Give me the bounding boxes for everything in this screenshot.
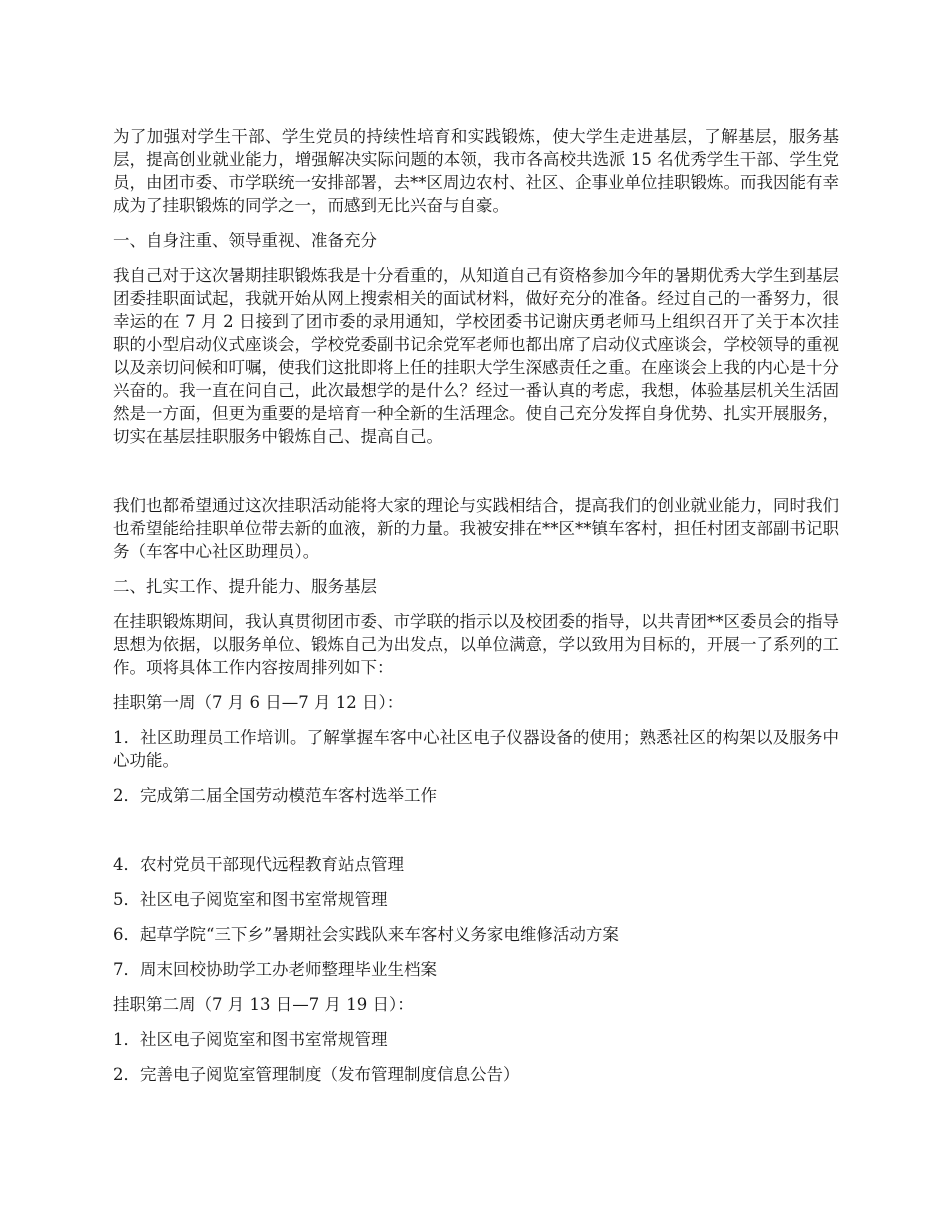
list-item: 1．社区助理员工作培训。了解掌握车客中心社区电子仪器设备的使用；熟悉社区的构架以及服务中心功能。 <box>113 728 839 770</box>
intro-paragraph: 为了加强对学生干部、学生党员的持续性培育和实践锻炼，使大学生走进基层，了解基层，服务基层，提高创业就业能力，增强解决实际问题的本领，我市各高校共选派 15 名优秀学生干部、学生党员，由团市委、市学联统一安排部署，去**区周边农村、社区、企事业单位挂职锻炼。而我因能有幸成为了挂职锻炼的同学之一，而感到无比兴奋与自豪。 <box>113 127 839 215</box>
list-item: 5．社区电子阅览室和图书室常规管理 <box>113 890 388 909</box>
list-item: 2．完成第二届全国劳动模范车客村选举工作 <box>113 786 437 805</box>
list-item: 1．社区电子阅览室和图书室常规管理 <box>113 1030 388 1049</box>
body-paragraph-work: 在挂职锻炼期间，我认真贯彻团市委、市学联的指示以及校团委的指导，以共青团**区委员会的指导思想为依据，以服务单位、锻炼自己为出发点，以单位满意，学以致用为目标的，开展一了系列的工作。项将具体工作内容按周排列如下： <box>113 612 839 677</box>
week-1-heading: 挂职第一周（7 月 6 日—7 月 12 日）： <box>113 693 404 712</box>
list-item: 7．周末回校协助学工办老师整理毕业生档案 <box>113 960 437 979</box>
body-paragraph-assignment: 我们也都希望通过这次挂职活动能将大家的理论与实践相结合，提高我们的创业就业能力，同时我们也希望能给挂职单位带去新的血液，新的力量。我被安排在**区**镇车客村，担任村团支部副书记职务（车客中心社区助理员）。 <box>113 496 839 561</box>
section-heading-2: 二、扎实工作、提升能力、服务基层 <box>113 577 377 596</box>
list-item: 4．农村党员干部现代远程教育站点管理 <box>113 855 404 874</box>
week-2-heading: 挂职第二周（7 月 13 日—7 月 19 日）： <box>113 995 414 1014</box>
section-heading-1: 一、自身注重、领导重视、准备充分 <box>113 231 377 250</box>
document-page <box>113 125 839 1086</box>
list-item: 6．起草学院“三下乡”暑期社会实践队来车客村义务家电维修活动方案 <box>113 925 619 944</box>
body-paragraph-preparation: 我自己对于这次暑期挂职锻炼我是十分看重的，从知道自己有资格参加今年的暑期优秀大学生到基层团委挂职面试起，我就开始从网上搜索相关的面试材料，做好充分的准备。经过自己的一番努力，很幸运的在 7 月 2 日接到了团市委的录用通知，学校团委书记谢庆勇老师马上组织召开了关于本次挂职的小型启动仪式座谈会，学校党委副书记余党军老师也都出席了启动仪式座谈会，学校领导的重视以及亲切问候和叮嘱，使我们这批即将上任的挂职大学生深感责任之重。在座谈会上我的内心是十分兴奋的。我一直在问自己，此次最想学的是什么？经过一番认真的考虑，我想，体验基层机关生活固然是一方面，但更为重要的是培育一种全新的生活理念。使自己充分发挥自身优势、扎实开展服务，切实在基层挂职服务中锻炼自己、提高自己。 <box>113 266 839 446</box>
list-item: 2．完善电子阅览室管理制度（发布管理制度信息公告） <box>113 1065 520 1084</box>
